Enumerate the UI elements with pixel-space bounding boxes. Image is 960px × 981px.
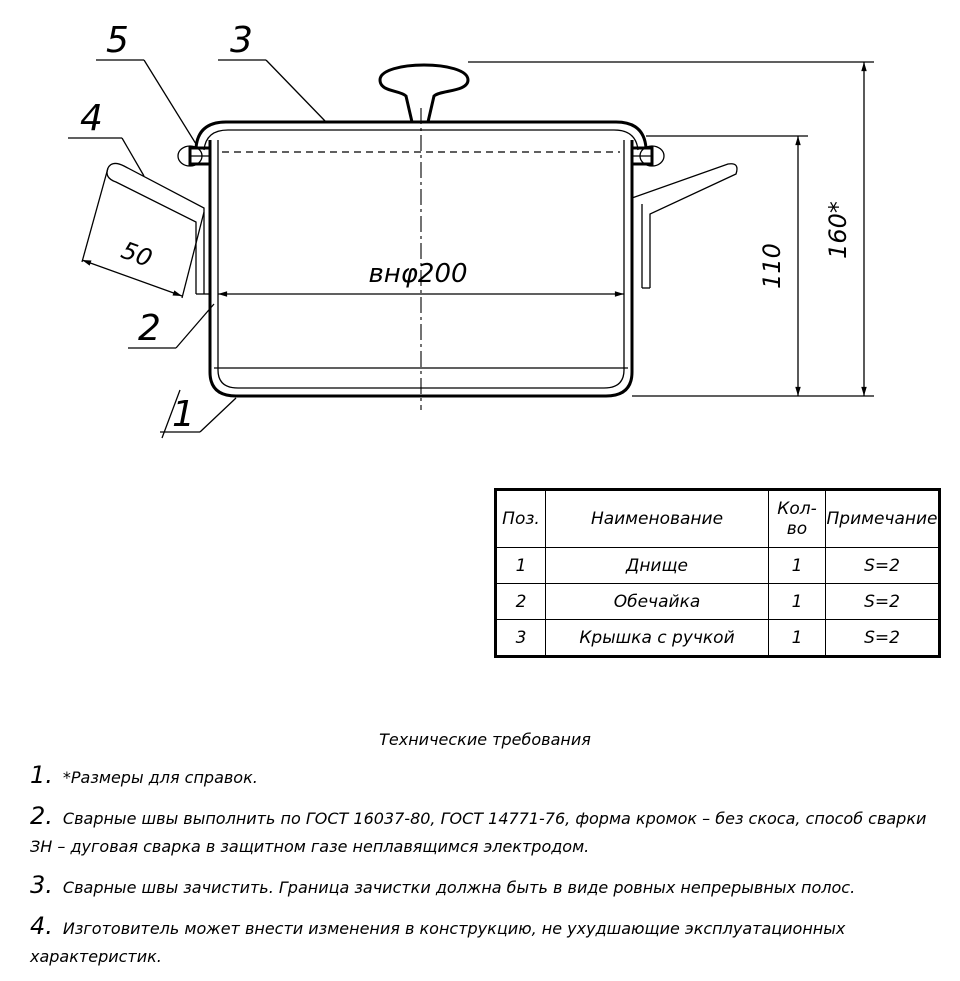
callout-5: 5 [106,20,129,61]
left-rivet [178,146,210,166]
requirement-text: *Размеры для справок. [62,768,258,787]
height-dimensions [468,62,874,396]
callout-3: 3 [230,20,253,61]
requirement-text: Сварные швы выполнить по ГОСТ 16037-80, ГОСТ 14771-76, форма кромок – без скоса, способ сварки ЗН – дуговая сварка в защитном газе неплавящимся электродом. [30,809,927,856]
parts-table [494,488,941,658]
handle-dimension [82,168,204,298]
diameter-label: внφ200 [368,259,468,289]
cell-name: Обечайка [546,584,769,620]
header-qty: Кол-во [769,490,826,548]
requirement-text: Изготовитель может внести изменения в конструкцию, не ухудшающие эксплуатационных характеристик. [30,919,846,966]
requirement-text: Сварные швы зачистить. Граница зачистки должна быть в виде ровных непрерывных полос. [62,878,856,897]
header-pos: Поз. [496,490,546,548]
cell-qty: 1 [769,584,826,620]
cell-name: Днище [546,548,769,584]
technical-requirements [30,730,940,981]
total-height-label: 160* [824,201,852,259]
cell-note: S=2 [826,620,940,657]
callout-4: 4 [80,98,103,139]
table-row [496,584,940,620]
requirement-item [30,912,940,971]
pot-drawing [0,0,960,480]
requirement-number: 4. [30,912,53,940]
cell-pos: 3 [496,620,546,657]
requirement-number: 3. [30,871,53,899]
handle-dim-label: 50 [117,236,156,273]
height-label: 110 [758,243,786,289]
header-name: Наименование [546,490,769,548]
callouts [68,20,326,438]
table-row [496,620,940,657]
requirement-number: 1. [30,761,53,789]
header-note: Примечание [826,490,940,548]
table-row [496,548,940,584]
requirements-title: Технические требования [379,730,591,749]
cell-qty: 1 [769,548,826,584]
cell-note: S=2 [826,584,940,620]
requirement-item [30,871,940,902]
cell-note: S=2 [826,548,940,584]
cell-pos: 1 [496,548,546,584]
callout-2: 2 [138,308,161,349]
diameter-dimension [218,259,624,294]
cell-pos: 2 [496,584,546,620]
right-handle [632,164,737,288]
callout-1: 1 [172,394,195,435]
lid-knob [380,65,468,122]
requirement-item [30,802,940,861]
table-header-row [496,490,940,548]
requirement-item [30,761,940,792]
cell-qty: 1 [769,620,826,657]
cell-name: Крышка с ручкой [546,620,769,657]
requirement-number: 2. [30,802,53,830]
right-rivet [632,146,664,166]
